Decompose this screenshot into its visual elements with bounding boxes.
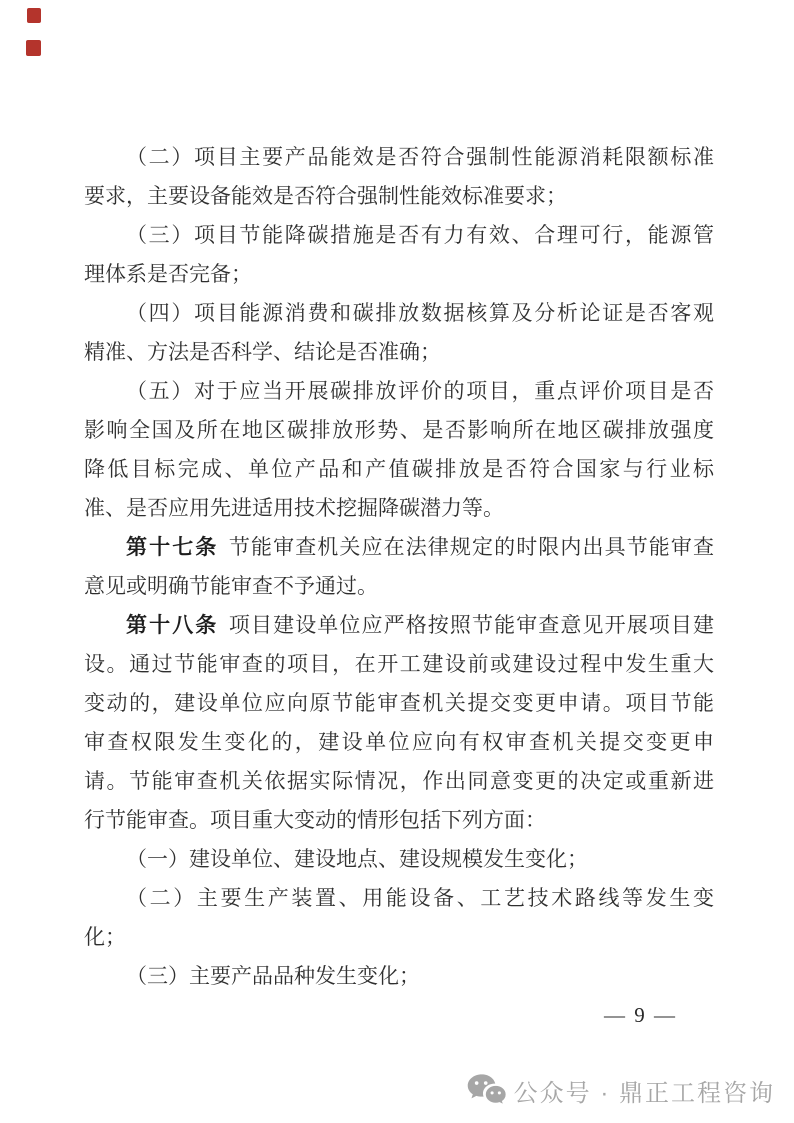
- wechat-icon: [467, 1073, 507, 1108]
- text-line: 意见或明确节能审查不予通过。: [84, 574, 378, 598]
- text-line: 行节能审查。项目重大变动的情形包括下列方面：: [84, 808, 546, 832]
- text-line: 变动的，建设单位应向原节能审查机关提交变更申请。项目节能: [84, 691, 714, 715]
- text-line: 理体系是否完备；: [84, 262, 252, 286]
- red-stamp-mark-bottom: [26, 40, 41, 56]
- text-line: （二）主要生产装置、用能设备、工艺技术路线等发生变: [126, 886, 714, 910]
- text-line: 审查权限发生变化的，建设单位应向有权审查机关提交变更申: [84, 730, 714, 754]
- text-line: （一）建设单位、建设地点、建设规模发生变化；: [126, 847, 588, 871]
- page-number: — 9 —: [604, 1003, 677, 1027]
- article-number: 第十八条: [126, 613, 219, 637]
- text-line: 影响全国及所在地区碳排放形势、是否影响所在地区碳排放强度: [84, 418, 714, 442]
- text-line: 请。节能审查机关依据实际情况，作出同意变更的决定或重新进: [84, 769, 714, 793]
- footer-watermark: [467, 1070, 775, 1110]
- article-number: 第十七条: [126, 535, 219, 559]
- text-line: 设。通过节能审查的项目，在开工建设前或建设过程中发生重大: [84, 652, 714, 676]
- text-line: （三）项目节能降碳措施是否有力有效、合理可行，能源管: [126, 223, 714, 247]
- red-stamp-mark-top: [27, 8, 41, 23]
- text-line: （三）主要产品品种发生变化；: [126, 964, 420, 988]
- text-line: 化；: [84, 925, 126, 949]
- text-line: 要求，主要设备能效是否符合强制性能效标准要求；: [84, 184, 567, 208]
- watermark-label: 公众号 · 鼎正工程咨询: [513, 1079, 775, 1107]
- text-line: 精准、方法是否科学、结论是否准确；: [84, 340, 441, 364]
- text-line: （五）对于应当开展碳排放评价的项目，重点评价项目是否: [126, 379, 714, 403]
- text-line: （四）项目能源消费和碳排放数据核算及分析论证是否客观: [126, 301, 714, 325]
- text-line: 第十七条 节能审查机关应在法律规定的时限内出具节能审查: [126, 535, 714, 559]
- text-line: （二）项目主要产品能效是否符合强制性能源消耗限额标准: [126, 145, 714, 169]
- text-line: 降低目标完成、单位产品和产值碳排放是否符合国家与行业标: [84, 457, 714, 481]
- document-body: [84, 138, 714, 996]
- text-line: 准、是否应用先进适用技术挖掘降碳潜力等。: [84, 496, 504, 520]
- text-line: 第十八条 项目建设单位应严格按照节能审查意见开展项目建: [126, 613, 714, 637]
